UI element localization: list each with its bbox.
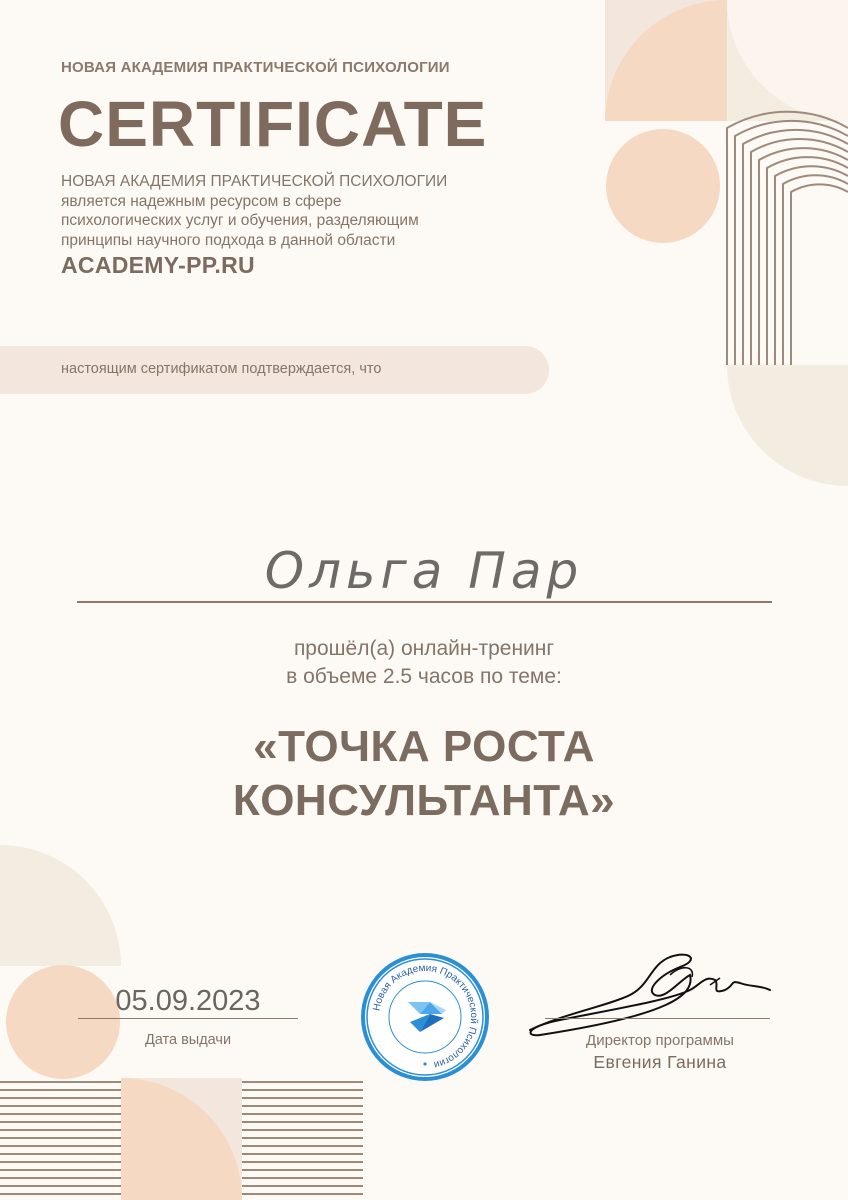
description-line: является надежным ресурсом в сфере	[61, 192, 342, 210]
org-description	[61, 172, 521, 250]
issue-date: 05.09.2023	[115, 985, 261, 1017]
certificate-title: CERTIFICATE	[58, 88, 488, 160]
signature-icon	[520, 945, 790, 1040]
signatory-name: Евгения Ганина	[593, 1052, 727, 1072]
seal-ring-text: Новая Академия Практической Психологии	[371, 962, 480, 1071]
website-link[interactable]: ACADEMY-PP.RU	[61, 252, 255, 278]
signatory-title: Директор программы	[586, 1032, 734, 1049]
description-line: принципы научного подхода в данной области	[61, 231, 396, 249]
org-name-top: НОВАЯ АКАДЕМИЯ ПРАКТИЧЕСКОЙ ПСИХОЛОГИИ	[61, 59, 450, 76]
academy-seal-icon	[360, 952, 490, 1082]
course-topic	[0, 720, 848, 828]
description-line: НОВАЯ АКАДЕМИЯ ПРАКТИЧЕСКОЙ ПСИХОЛОГИИ	[61, 173, 448, 190]
completion-text	[0, 635, 848, 691]
topic-line: КОНСУЛЬТАНТА»	[232, 776, 616, 825]
signature-underline	[545, 1018, 770, 1019]
completion-line: прошёл(а) онлайн-тренинг	[293, 637, 555, 660]
issue-date-label: Дата выдачи	[144, 1032, 232, 1048]
topic-line: «ТОЧКА РОСТА	[253, 722, 595, 771]
recipient-name: Ольга Пар	[264, 542, 584, 600]
completion-line: в объеме 2.5 часов по теме:	[286, 665, 562, 688]
name-underline	[77, 601, 772, 603]
confirm-text: настоящим сертификатом подтверждается, что	[61, 361, 382, 377]
date-underline	[78, 1018, 298, 1019]
description-line: психологических услуг и обучения, разделяющим	[61, 212, 419, 229]
